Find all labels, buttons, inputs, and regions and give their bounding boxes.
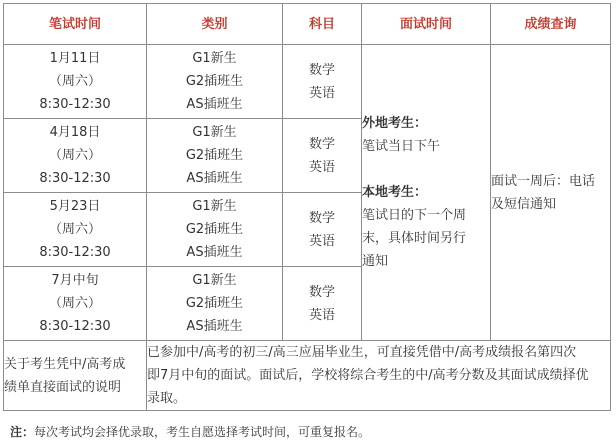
category-cell	[147, 193, 283, 267]
category-item: G2插班生	[185, 148, 244, 163]
category-cell	[147, 45, 283, 119]
interview-time-cell	[362, 45, 491, 341]
footnote	[10, 424, 370, 440]
header-row	[4, 4, 611, 45]
exam-schedule-table	[3, 3, 611, 411]
local-candidates-text: 通知	[362, 254, 389, 269]
exam-date: 5月23日	[49, 199, 101, 214]
note-text-line: 录取。	[147, 391, 187, 406]
exam-weekday: （周六）	[48, 222, 101, 237]
subject-cell	[283, 119, 362, 193]
note-row	[4, 341, 611, 411]
exam-date: 4月18日	[49, 125, 101, 140]
header-category: 类别	[147, 4, 283, 45]
subject-cell	[283, 267, 362, 341]
category-item: G2插班生	[185, 296, 244, 311]
exam-weekday: （周六）	[48, 296, 101, 311]
subject-item: 数学	[308, 136, 335, 152]
local-candidates-text: 末，具体时间另行	[362, 231, 467, 246]
subject-item: 英语	[308, 85, 335, 101]
exam-date: 7月中旬	[51, 273, 99, 288]
category-item: G1新生	[192, 273, 237, 288]
exam-weekday: （周六）	[48, 74, 101, 89]
category-item: G2插班生	[185, 222, 244, 237]
subject-item: 英语	[308, 159, 335, 175]
category-item: G1新生	[192, 199, 237, 214]
exam-time: 8:30-12:30	[39, 245, 111, 260]
category-cell	[147, 267, 283, 341]
header-subject: 科目	[283, 4, 362, 45]
exam-weekday: （周六）	[48, 148, 101, 163]
category-item: G2插班生	[185, 74, 244, 89]
subject-item: 数学	[308, 284, 335, 300]
category-item: AS插班生	[186, 97, 243, 112]
category-item: AS插班生	[186, 171, 243, 186]
category-item: AS插班生	[186, 319, 243, 334]
note-title-line: 绩单直接面试的说明	[4, 379, 122, 395]
header-results: 成绩查询	[491, 4, 611, 45]
written-time-cell	[4, 45, 147, 119]
header-interview-time: 面试时间	[362, 4, 491, 45]
category-item: G1新生	[192, 51, 237, 66]
direct-interview-note-title	[4, 341, 147, 411]
subject-item: 数学	[308, 210, 335, 226]
footnote-text: 每次考试均会择优录取，考生自愿选择考试时间，可重复报名。	[34, 425, 371, 439]
written-time-cell	[4, 193, 147, 267]
local-candidates-label: 本地考生：	[362, 185, 428, 200]
note-title-line: 关于考生凭中/高考成	[4, 356, 126, 372]
direct-interview-note-text	[147, 341, 611, 411]
written-time-cell	[4, 119, 147, 193]
local-candidates-text: 笔试日的下一个周	[362, 208, 467, 223]
category-item: G1新生	[192, 125, 237, 140]
exam-time: 8:30-12:30	[39, 171, 111, 186]
note-text-line: 已参加中/高考的初三/高三应届毕业生，可直接凭借中/高考成绩报名第四次	[147, 345, 577, 360]
results-cell	[491, 45, 611, 341]
exam-time: 8:30-12:30	[39, 319, 111, 334]
subject-cell	[283, 193, 362, 267]
exam-date: 1月11日	[49, 51, 101, 66]
outside-candidates-label: 外地考生：	[362, 116, 428, 131]
note-text-line: 即7月中旬的面试。面试后，学校将综合考生的中/高考分数及其面试成绩择优	[147, 368, 589, 383]
outside-candidates-text: 笔试当日下午	[362, 139, 441, 154]
header-written-time: 笔试时间	[4, 4, 147, 45]
subject-item: 数学	[308, 62, 335, 78]
footnote-label: 注：	[10, 425, 35, 439]
category-cell	[147, 119, 283, 193]
subject-cell	[283, 45, 362, 119]
results-text: 及短信通知	[491, 196, 557, 212]
results-text: 面试一周后：电话	[491, 173, 596, 189]
table-row	[4, 45, 611, 119]
subject-item: 英语	[308, 307, 335, 323]
written-time-cell	[4, 267, 147, 341]
category-item: AS插班生	[186, 245, 243, 260]
exam-time: 8:30-12:30	[39, 97, 111, 112]
subject-item: 英语	[308, 233, 335, 249]
